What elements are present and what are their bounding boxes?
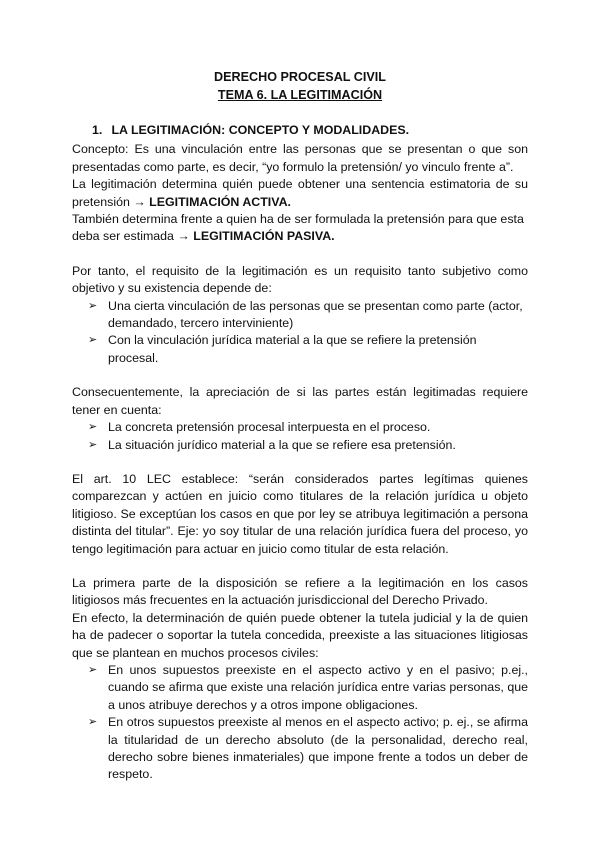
list-item-text: Una cierta vinculación de las personas que se presentan como parte (actor, demandado, tercero interviniente) <box>108 298 523 331</box>
passive-label: LEGITIMACIÓN PASIVA. <box>193 229 335 244</box>
list-item <box>72 437 528 454</box>
apreciacion-list <box>72 419 528 454</box>
passive-text: También determina frente a quien ha de ser formulada la pretensión para que esta deba ser estimada <box>72 212 524 244</box>
list-item <box>72 332 528 367</box>
list-item-text: La concreta pretensión procesal interpuesta en el proceso. <box>108 420 431 435</box>
disposicion-paragraph: La primera parte de la disposición se refiere a la legitimación en los casos litigiosos más frecuentes en la actuación jurisdiccional del Derecho Privado. <box>72 575 528 608</box>
arrow-icon: → <box>133 194 146 209</box>
section-heading <box>92 122 528 139</box>
list-item <box>72 714 528 784</box>
arrow-bullet-icon: ➢ <box>88 421 98 434</box>
title-block <box>0 68 600 104</box>
requisito-intro: Por tanto, el requisito de la legitimación es un requisito tanto subjetivo como objetivo y su existencia depende de: <box>72 263 528 296</box>
list-item-text: La situación jurídico material a la que se refiere esa pretensión. <box>108 437 456 452</box>
section-number: 1. <box>92 123 103 137</box>
document-body <box>72 122 528 784</box>
section-heading-text: LA LEGITIMACIÓN: CONCEPTO Y MODALIDADES. <box>111 123 410 137</box>
requisito-list <box>72 298 528 368</box>
document-subtitle: TEMA 6. LA LEGITIMACIÓN <box>217 88 383 102</box>
arrow-bullet-icon: ➢ <box>88 299 98 312</box>
list-item <box>72 419 528 436</box>
art10-paragraph: El art. 10 LEC establece: “serán considerados partes legítimas quienes comparezcan y actúen en juicio como titulares de la relación jurídica u objeto litigioso. Se exceptúan los casos en que por ley se atribuya legitimación a persona distinta del titular”. Eje: yo soy titular de una relación jurídica fuera del proceso, yo tengo legitimación para actuar en juicio como titular de esta relación. <box>72 471 528 556</box>
active-label: LEGITIMACIÓN ACTIVA. <box>149 194 291 209</box>
list-item-text: Con la vinculación jurídica material a la que se refiere la pretensión procesal. <box>108 333 477 365</box>
disposicion-list <box>72 662 528 784</box>
active-paragraph <box>72 176 528 211</box>
disposicion-paragraph-2: En efecto, la determinación de quién puede obtener la tutela judicial y la de quien ha de padecer o soportar la tutela concedida, preexiste a las situaciones litigiosas que se plantean en muchos procesos civiles: <box>72 610 528 660</box>
arrow-bullet-icon: ➢ <box>88 663 98 676</box>
arrow-bullet-icon: ➢ <box>88 334 98 347</box>
active-text: La legitimación determina quién puede obtener una sentencia estimatoria de su pretensión <box>72 177 528 209</box>
document-title: DERECHO PROCESAL CIVIL <box>214 70 386 84</box>
list-item-text: En otros supuestos preexiste al menos en el aspecto activo; p. ej., se afirma la titularidad de un derecho absoluto (de la personalidad, derecho real, derecho sobre bienes inmateriales) que impone frente a todos un deber de respeto. <box>108 715 528 782</box>
passive-paragraph <box>72 211 528 246</box>
arrow-icon: → <box>177 229 190 244</box>
list-item <box>72 298 528 333</box>
apreciacion-intro: Consecuentemente, la apreciación de si las partes están legitimadas requiere tener en cuenta: <box>72 385 528 417</box>
concept-paragraph: Concepto: Es una vinculación entre las personas que se presentan o que son presentadas como parte, es decir, “yo formulo la pretensión/ yo vinculo frente a”. <box>72 142 528 174</box>
list-item <box>72 662 528 714</box>
list-item-text: En unos supuestos preexiste en el aspecto activo y en el pasivo; p.ej., cuando se afirma que existe una relación jurídica entre varias personas, que a unos atribuye derechos y a otros impone obligaciones. <box>108 662 528 712</box>
arrow-bullet-icon: ➢ <box>88 716 98 729</box>
arrow-bullet-icon: ➢ <box>88 438 98 451</box>
